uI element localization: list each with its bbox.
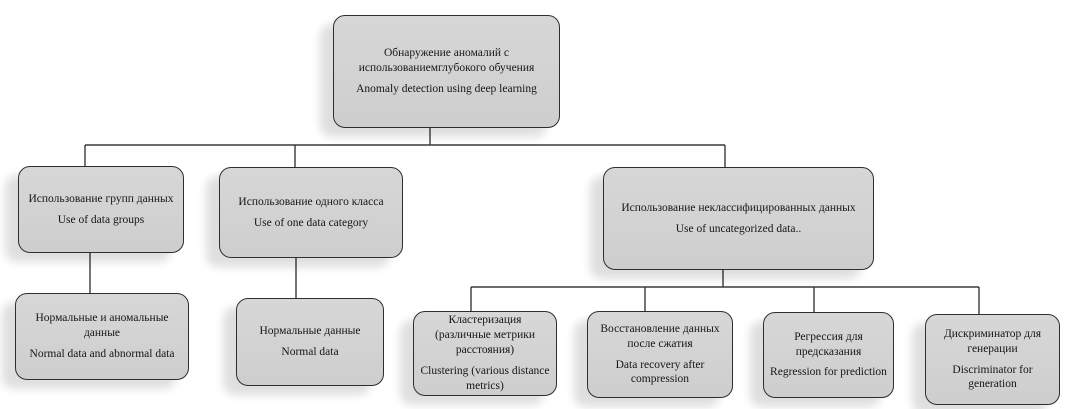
node-data-groups [18, 166, 184, 253]
node-label-ru: Кластеризация (различные метрики расстояния) [435, 314, 535, 357]
node-label-en: Use of one data category [253, 216, 369, 229]
node-label-ru: Регрессия для предсказания [794, 330, 863, 358]
node-label-ru: Дискриминатор для генерации [943, 327, 1042, 355]
node-anomaly-detection-root [333, 15, 560, 128]
node-label-en: Clustering (various distance metrics) [420, 364, 550, 392]
node-label-en: Anomaly detection using deep learning [356, 82, 537, 95]
node-label-en: Discriminator for generation [952, 363, 1033, 391]
node-label-ru: Использование неклассифицированных данных [621, 201, 856, 214]
node-label-en: Use of data groups [57, 213, 145, 226]
node-one-class [219, 167, 403, 258]
node-data-recovery [587, 311, 733, 398]
node-clustering [413, 311, 557, 396]
node-label-en: Use of uncategorized data.. [675, 222, 802, 235]
node-normal-data [236, 298, 384, 386]
node-label-en: Normal data [281, 346, 339, 358]
node-label-en: Normal data and abnormal data [29, 347, 175, 360]
node-label-en: Regression for prediction [770, 366, 887, 379]
node-label-ru: Использование одного класса [238, 195, 384, 208]
node-label-ru: Нормальные данные [259, 325, 361, 338]
connector-level2-rail [85, 145, 725, 167]
node-label-ru: Использование групп данных [28, 192, 174, 205]
node-uncategorized-data [603, 167, 874, 270]
node-label-ru: Нормальные и аномальные данные [35, 312, 169, 340]
node-label-en: Data recovery after compression [615, 358, 705, 386]
connector-level3-rail [471, 287, 979, 314]
node-label-ru: Восстановление данных после сжатия [600, 322, 720, 350]
node-normal-abnormal-data [15, 293, 189, 380]
node-discriminator [925, 314, 1060, 405]
node-label-ru: Обнаружение аномалий с использованиемглубокого обучения [358, 47, 535, 75]
node-regression [763, 312, 894, 398]
